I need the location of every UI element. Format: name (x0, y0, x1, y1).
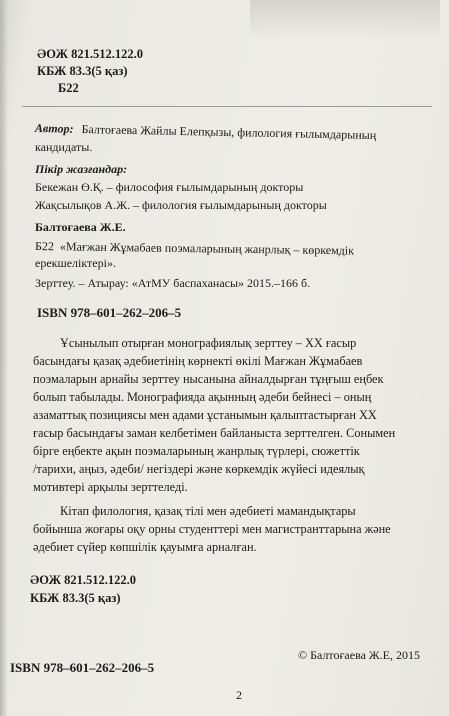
abstract-p2-line-2: бойынша жоғары оқу орны студенттері мен магистранттарына және (33, 522, 391, 536)
abstract-p1-line-8: /тарихи, аңыз, әдеби/ негіздері және көркемдік жүйесі идеялық (33, 462, 365, 476)
record-heading: Балтоғаева Ж.Е. (35, 220, 126, 234)
isbn-top: ISBN 978–601–262–206–5 (37, 305, 182, 320)
abstract-p1-line-7: бірге еңбекте ақын поэмаларының жанрлық түрлері, сюжеттік (33, 444, 360, 458)
page-number: 2 (236, 688, 242, 702)
divider-top (22, 106, 432, 107)
reviewers-label: Пікір жазғандар: (35, 162, 128, 176)
abstract-p1-line-6: ғасыр басындағы заман келбетімен байланыста зерттелген. Сонымен (33, 426, 396, 440)
record-title-1: «Мағжан Жұмабаев поэмаларының жанрлық – көркемдік (59, 239, 355, 258)
reviewer-2: Жақсылықов А.Ж. – филология ғылымдарының докторы (35, 198, 327, 212)
abstract-p1-line-5: азаматтық позициясы мен адами ұстанымын қалыптастырған XX (33, 408, 377, 422)
abstract-p1-line-2: басындағы қазақ әдебиетінің көрнекті өкілі Мағжан Жұмабаев (33, 354, 363, 368)
record-title-line-2: ерекшеліктері». (35, 256, 116, 270)
author-label: Автор: (34, 121, 74, 136)
udc-code-bottom: ӘОЖ 821.512.122.0 (30, 573, 137, 587)
abstract-p1-line-9: мотивтері арқылы зерттеледі. (33, 480, 188, 494)
author-text-1: Балтоғаева Жайлы Елепқызы, филология ғылымдарының (81, 121, 377, 143)
abstract-p1-line-1: Ұсынылып отырған монографиялық зерттеу – XX ғасыр (60, 336, 357, 350)
abstract-p2-line-1: Кітап филология, қазақ тілі мен әдебиеті мамандықтары (60, 504, 356, 518)
reviewer-1: Бекежан Ө.Қ. – философия ғылымдарының докторы (35, 180, 304, 194)
isbn-bottom: ISBN 978–601–262–206–5 (10, 660, 155, 675)
author-line-2: кандидаты. (35, 140, 93, 154)
record-imprint: Зерттеу. – Атырау: «АтМУ баспаханасы» 2015.–166 б. (35, 276, 311, 290)
record-mark: Б22 (34, 239, 54, 254)
lbc-code-top: КБЖ 83.3(5 қаз) (37, 64, 128, 78)
facing-page-bleed (250, 0, 440, 40)
abstract-p1-line-3: поэмаларын арнайы зерттеу нысанына айналдырған тұңғыш еңбек (33, 372, 384, 386)
page-edge-shadow (0, 0, 8, 716)
author-mark-top: Б22 (58, 81, 79, 95)
copyright: © Балтоғаева Ж.Е, 2015 (298, 648, 421, 662)
abstract-p1-line-4: болып табылады. Монографияда ақынның әдеби бейнесі – оның (33, 390, 372, 404)
lbc-code-bottom: КБЖ 83.3(5 қаз) (30, 591, 121, 605)
abstract-p2-line-3: әдебиет сүйер көпшілік қауымға арналған. (33, 540, 257, 554)
udc-code-top: ӘОЖ 821.512.122.0 (37, 47, 144, 61)
